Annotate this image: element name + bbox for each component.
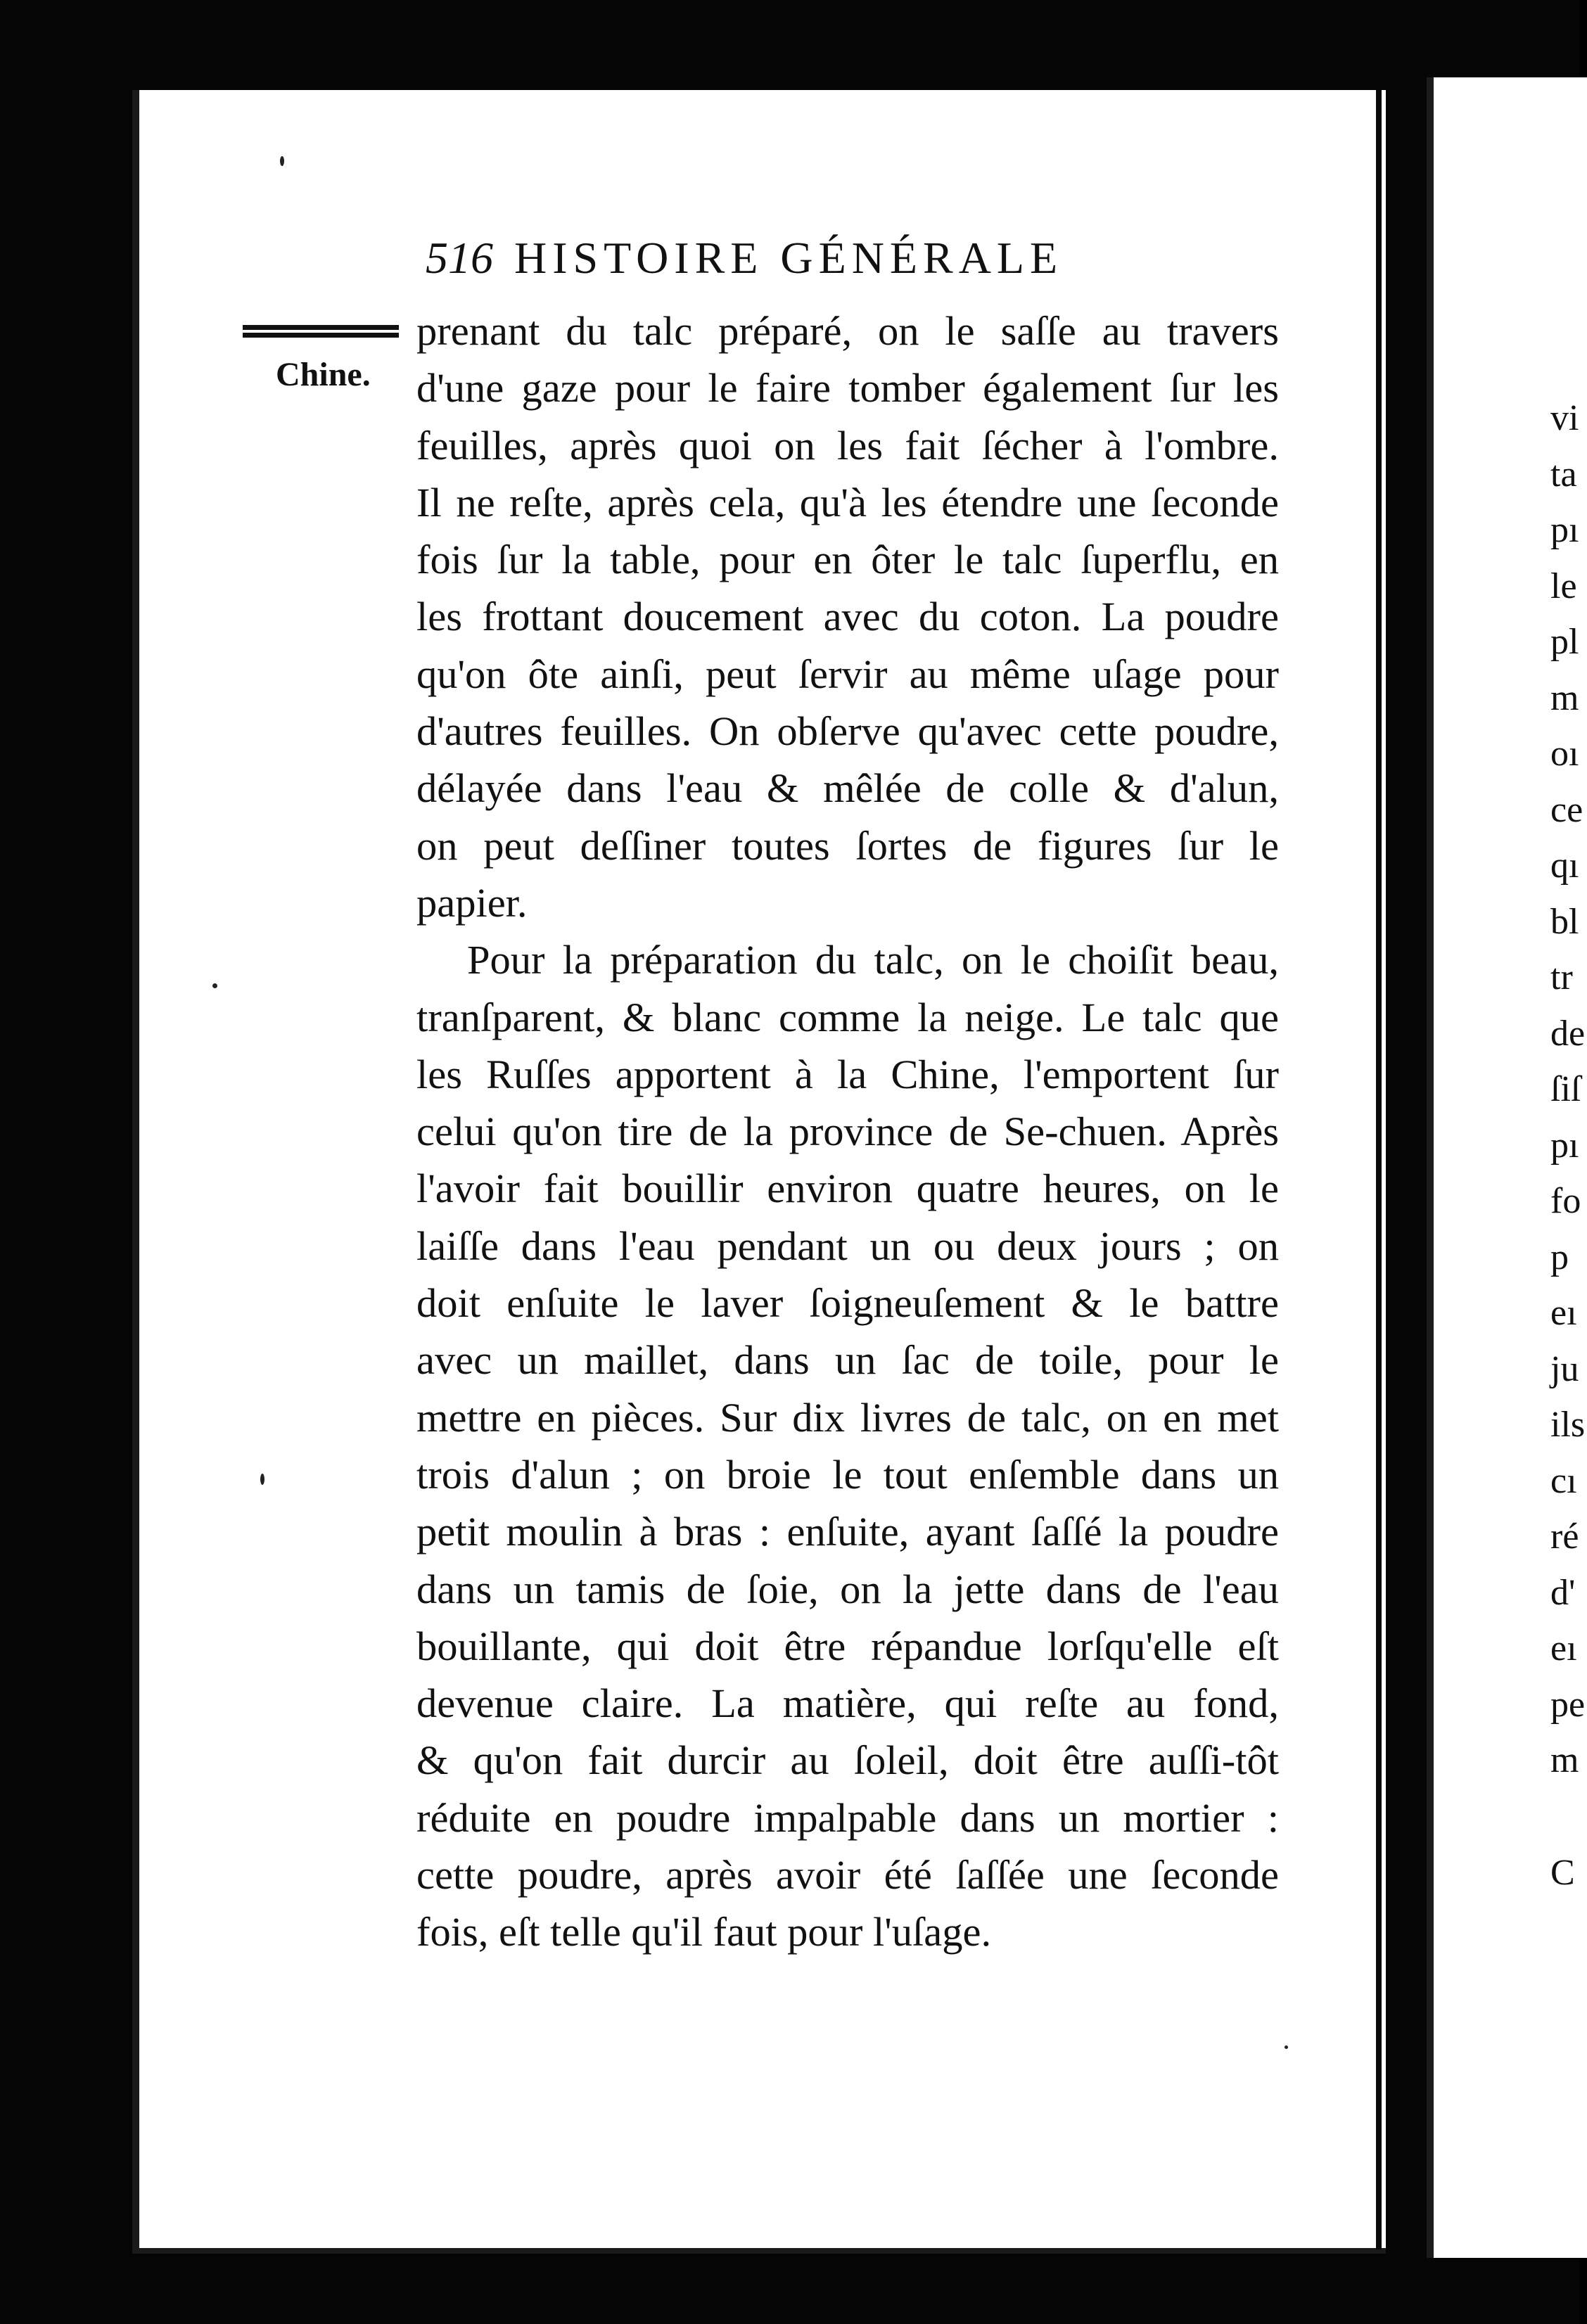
text-line: avec un maillet, dans un ſac de toile, pour le [416, 1337, 1279, 1384]
next-page-line: fo [1550, 1181, 1581, 1221]
text-line: laiſſe dans l'eau pendant un ou deux jours ; on [416, 1222, 1279, 1269]
text-line: qu'on ôte ainſi, peut ſervir au même uſage pour [416, 651, 1279, 697]
text-line: trois d'alun ; on broie le tout enſemble dans un [416, 1451, 1279, 1498]
next-page-line: C [1550, 1852, 1575, 1893]
paragraph-1 [416, 302, 1279, 931]
next-page-line: eı [1550, 1293, 1577, 1333]
next-page-line: m [1550, 677, 1579, 718]
right-page-fragment [1427, 77, 1587, 2258]
text-line: on peut deſſiner toutes ſortes de figures ſur le [416, 822, 1279, 869]
text-line: celui qu'on tire de la province de Se-chuen. Après [416, 1109, 1279, 1155]
next-page-line: p [1550, 1237, 1569, 1277]
text-line: délayée dans l'eau & mêlée de colle & d'alun, [416, 765, 1279, 812]
next-page-line: vi [1550, 398, 1579, 438]
text-line: l'avoir fait bouillir environ quatre heures, on le [416, 1166, 1279, 1212]
next-page-line: pl [1550, 622, 1579, 662]
text-line: réduite en poudre impalpable dans un mortier : [416, 1794, 1279, 1841]
next-page-line: bl [1550, 901, 1579, 942]
next-page-line: eı [1550, 1628, 1577, 1668]
text-line: d'une gaze pour le faire tomber également ſur les [416, 365, 1279, 411]
text-line: Il ne reſte, après cela, qu'à les étendre une ſeconde [416, 479, 1279, 525]
next-page-line: m [1550, 1740, 1579, 1780]
next-page-line: le [1550, 566, 1577, 606]
next-page-line: ta [1550, 454, 1577, 494]
margin-note: Chine. [276, 356, 371, 393]
next-page-line: ils [1550, 1405, 1586, 1445]
text-line: & qu'on fait durcir au ſoleil, doit être auſſi-tôt [416, 1737, 1279, 1784]
margin-rule-ornament [243, 325, 399, 338]
text-line: prenant du talc préparé, on le saſſe au travers [416, 308, 1279, 354]
text-line: devenue claire. La matière, qui reſte au fond, [416, 1680, 1279, 1727]
text-line: petit moulin à bras : enſuite, ayant ſaſſé la poudre [416, 1509, 1279, 1555]
next-page-line: pı [1550, 1125, 1579, 1166]
next-page-line: oı [1550, 734, 1579, 774]
text-line: les frottant doucement avec du coton. La poudre [416, 594, 1279, 640]
next-page-line: cı [1550, 1460, 1577, 1501]
text-line: dans un tamis de ſoie, on la jette dans de l'eau [416, 1566, 1279, 1612]
next-page-line: ré [1550, 1517, 1579, 1557]
body-text [416, 302, 1279, 1961]
page-edge [1376, 90, 1382, 2249]
next-page-line: ſiſ [1550, 1069, 1581, 1109]
next-page-line: de [1550, 1013, 1586, 1054]
text-line: fois, eſt telle qu'il faut pour l'uſage. [416, 1909, 992, 1955]
next-page-line: pı [1550, 510, 1579, 550]
text-line: papier. [416, 879, 528, 926]
text-line: Pour la préparation du talc, on le choiſit beau, [467, 937, 1279, 983]
text-line: mettre en pièces. Sur dix livres de talc, on en met [416, 1394, 1279, 1441]
next-page-line: tr [1550, 957, 1573, 997]
next-page-line: d' [1550, 1572, 1576, 1613]
text-line: tranſparent, & blanc comme la neige. Le talc que [416, 994, 1279, 1040]
text-line: cette poudre, après avoir été ſaſſée une ſeconde [416, 1852, 1279, 1898]
text-line: bouillante, qui doit être répandue lorſqu'elle eſt [416, 1623, 1279, 1669]
page-number: 516 [426, 233, 493, 283]
text-line: d'autres feuilles. On obſerve qu'avec cette poudre, [416, 708, 1279, 755]
next-page-line: ju [1550, 1348, 1579, 1389]
text-line: fois ſur la table, pour en ôter le talc ſuperflu, en [416, 537, 1279, 583]
next-page-line: pe [1550, 1684, 1586, 1725]
text-line: feuilles, après quoi on les fait ſécher à l'ombre. [416, 422, 1279, 468]
running-header [426, 232, 1063, 284]
text-line: les Ruſſes apportent à la Chine, l'emportent ſur [416, 1051, 1279, 1097]
running-title: HISTOIRE GÉNÉRALE [514, 233, 1064, 283]
next-page-line: ce [1550, 789, 1583, 830]
text-line: doit enſuite le laver ſoigneuſement & le battre [416, 1280, 1279, 1327]
paragraph-2 [416, 931, 1279, 1960]
next-page-line: qı [1550, 845, 1579, 886]
